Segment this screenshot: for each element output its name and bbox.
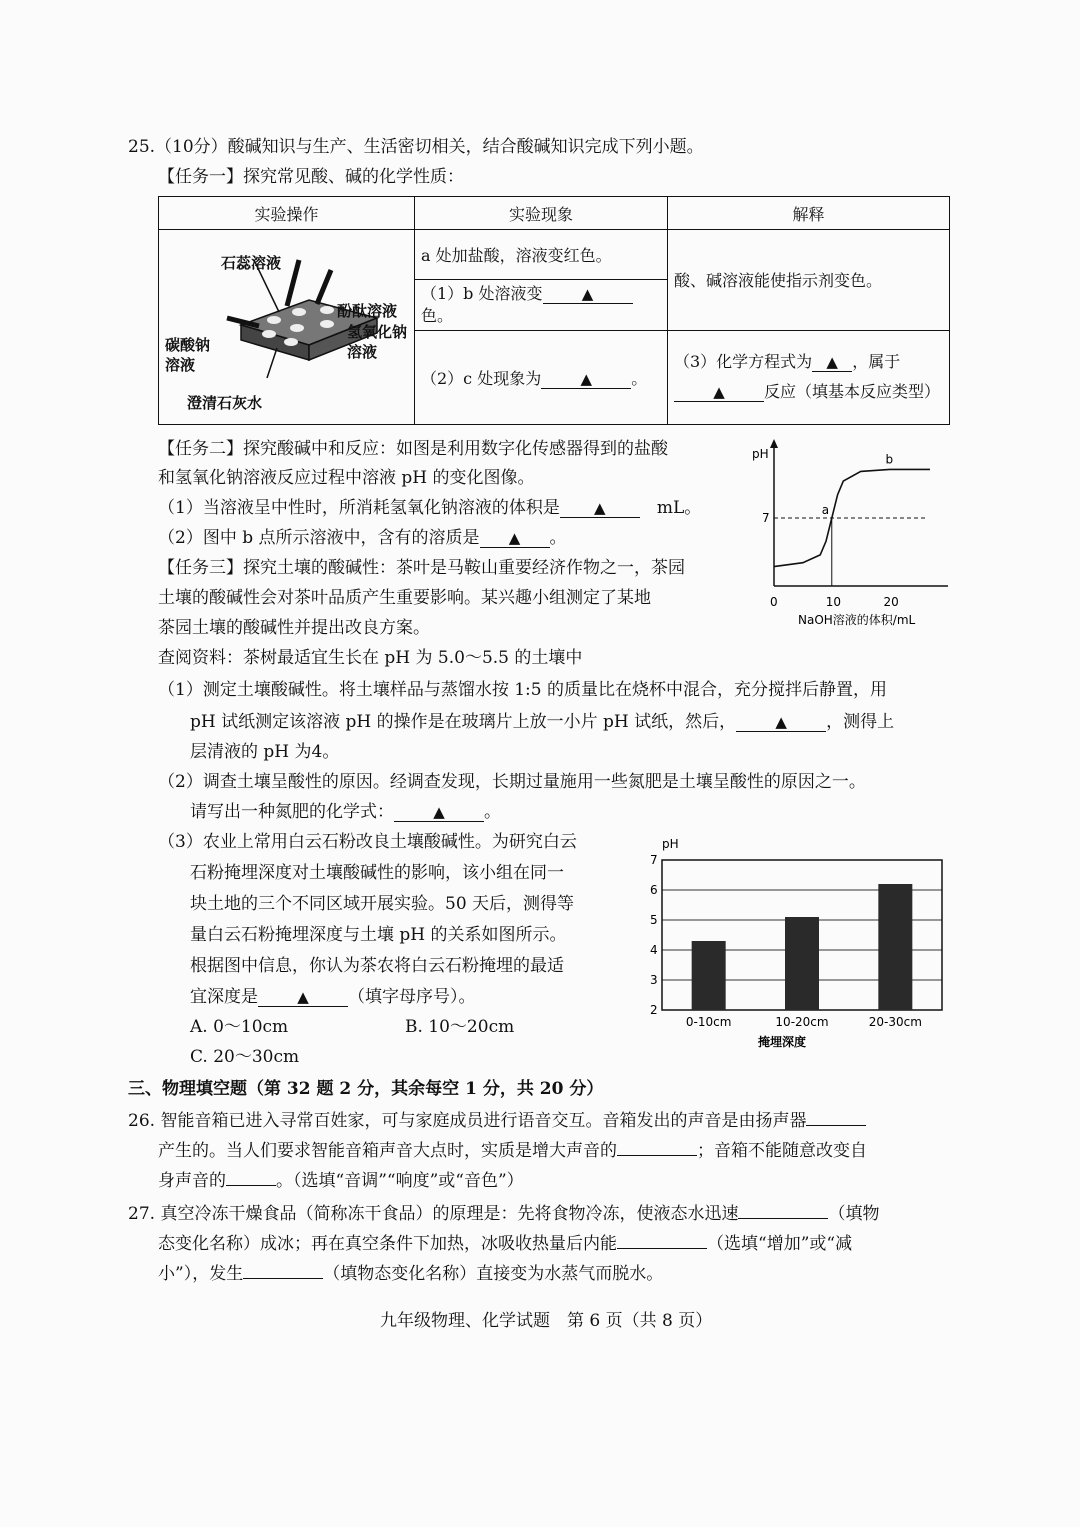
task2-q1: （1）当溶液呈中性时，所消耗氢氧化钠溶液的体积是 ▲ mL。 xyxy=(158,498,702,518)
ph-xtick-10: 10 xyxy=(825,595,842,609)
task3-s1-line2: pH 试纸测定该溶液 pH 的操作是在玻璃片上放一小片 pH 试纸，然后， ▲ ，测得上 xyxy=(190,712,895,732)
blank-q26-source[interactable] xyxy=(806,1125,866,1126)
option-a: A. 0～10cm xyxy=(190,1017,289,1037)
ytick-label: 2 xyxy=(650,1003,658,1017)
label-phenolphthalein: 酚酞溶液 xyxy=(337,302,398,320)
category-label: 0-10cm xyxy=(685,1015,732,1029)
blank-nitrogen-fertilizer[interactable]: ▲ xyxy=(394,803,484,822)
task2-line2: 和氢氧化钠溶液反应过程中溶液 pH 的变化图像。 xyxy=(158,468,535,488)
blank-equation[interactable]: ▲ xyxy=(812,353,852,372)
ytick-label: 5 xyxy=(650,913,658,927)
page-footer: 九年级物理、化学试题 第 6 页（共 8 页） xyxy=(380,1311,713,1331)
q25-intro: 25.（10分）酸碱知识与生产、生活密切相关，结合酸碱知识完成下列小题。 xyxy=(128,137,704,157)
table-header-phenomenon: 实验现象 xyxy=(415,197,668,230)
task3-line3: 茶园土壤的酸碱性并提出改良方案。 xyxy=(158,618,430,638)
depth-ph-bar-chart xyxy=(640,832,950,1057)
bar-20-30cm xyxy=(878,884,912,1010)
task1-title: 【任务一】探究常见酸、碱的化学性质： xyxy=(158,167,464,187)
task3-s1-line3: 层清液的 pH 为4。 xyxy=(190,742,340,762)
ph-xtick-20: 20 xyxy=(883,595,899,609)
ph-y-label: pH xyxy=(752,447,769,461)
q27-line2: 态变化名称）成冰；再在真空条件下加热，冰吸收热量后内能 （选填“增加”或“减 xyxy=(158,1234,853,1254)
ytick-label: 3 xyxy=(650,973,658,987)
ph-x-label: NaOH溶液的体积/mL xyxy=(798,613,916,627)
blank-neutral-volume[interactable]: ▲ xyxy=(560,499,640,518)
phenomenon-c: （2）c 处现象为 ▲ 。 xyxy=(415,330,668,424)
task3-line2: 土壤的酸碱性会对茶叶品质产生重要影响。某兴趣小组测定了某地 xyxy=(158,588,651,608)
q27-line1: 27. 真空冷冻干燥食品（简称冻干食品）的原理是：先将食物冷冻，使液态水迅速 （填物 xyxy=(128,1204,880,1224)
blank-solute-b[interactable]: ▲ xyxy=(480,529,550,548)
task3-s3-line4: 量白云石粉掩埋深度与土壤 pH 的关系如图所示。 xyxy=(190,925,567,945)
task3-s1-line1: （1）测定土壤酸碱性。将土壤样品与蒸馏水按 1:5 的质量比在烧杯中混合，充分搅拌后静置，用 xyxy=(158,680,887,700)
blank-c-phenomenon[interactable]: ▲ xyxy=(541,370,631,389)
ytick-label: 6 xyxy=(650,883,658,897)
ytick-label: 4 xyxy=(650,943,658,957)
task3-s3-line6: 宜深度是 ▲ （填字母序号）。 xyxy=(190,987,476,1007)
bar-0-10cm xyxy=(692,941,726,1010)
task3-line1: 【任务三】探究土壤的酸碱性：茶叶是马鞍山重要经济作物之一，茶园 xyxy=(158,558,685,578)
blank-best-depth[interactable]: ▲ xyxy=(258,988,348,1007)
ph-xtick-0: 0 xyxy=(770,595,778,609)
ytick-label: 7 xyxy=(650,853,658,867)
q26-line1: 26. 智能音箱已进入寻常百姓家，可与家庭成员进行语音交互。音箱发出的声音是由扬声器 xyxy=(128,1110,866,1132)
option-b: B. 10～20cm xyxy=(405,1017,515,1037)
blank-reaction-type[interactable]: ▲ xyxy=(674,383,764,402)
task3-s2-line1: （2）调查土壤呈酸性的原因。经调查发现，长期过量施用一些氮肥是土壤呈酸性的原因之一。 xyxy=(158,772,866,792)
bar-chart-bars xyxy=(692,884,913,1010)
label-naoh: 氢氧化钠 溶液 xyxy=(347,323,408,361)
blank-q26-property[interactable] xyxy=(617,1155,697,1156)
task2-q2: （2）图中 b 点所示溶液中，含有的溶质是 ▲ 。 xyxy=(158,528,567,548)
experiment-table xyxy=(158,196,950,425)
label-litmus: 石蕊溶液 xyxy=(221,254,282,272)
bar-x-label: 掩埋深度 xyxy=(758,1035,807,1049)
label-na2co3: 碳酸钠 溶液 xyxy=(165,336,211,374)
blank-q27-freeze[interactable] xyxy=(738,1218,828,1219)
task3-info: 查阅资料：茶树最适宜生长在 pH 为 5.0～5.5 的土壤中 xyxy=(158,648,583,668)
phenomenon-b-suffix: 色。 xyxy=(421,305,454,325)
q27-line3: 小”），发生 （填物态变化名称）直接变为水蒸气而脱水。 xyxy=(158,1264,664,1284)
phenomenon-b xyxy=(415,280,668,330)
ph-point-a: a xyxy=(821,503,830,517)
task3-s3-line3: 块土地的三个不同区域开展实验。50 天后，测得等 xyxy=(190,894,575,914)
ph-point-b: b xyxy=(885,452,894,467)
phenomenon-a: a 处加盐酸，溶液变红色。 xyxy=(415,230,668,280)
blank-q27-internal-energy[interactable] xyxy=(617,1248,707,1249)
spot-plate-diagram-cell xyxy=(159,230,415,425)
label-limewater: 澄清石灰水 xyxy=(187,394,263,412)
bar-10-20cm xyxy=(785,917,819,1010)
blank-q27-sublimation[interactable] xyxy=(243,1278,323,1279)
bar-y-label: pH xyxy=(662,837,679,851)
ph-y-arrow xyxy=(770,439,778,448)
task2-line1: 【任务二】探究酸碱中和反应：如图是利用数字化传感器得到的盐酸 xyxy=(158,439,668,459)
option-c: C. 20～30cm xyxy=(190,1047,300,1067)
table-header-explanation: 解释 xyxy=(668,197,950,230)
blank-ph-operation[interactable]: ▲ xyxy=(736,713,826,732)
ph-tick-7: 7 xyxy=(762,511,770,525)
bar-chart-yticks xyxy=(650,853,658,1017)
task3-s2-line2: 请写出一种氮肥的化学式： ▲ 。 xyxy=(190,802,501,822)
task3-s3-line1: （3）农业上常用白云石粉改良土壤酸碱性。为研究白云 xyxy=(158,832,577,852)
blank-q26-timbre[interactable] xyxy=(226,1185,276,1186)
table-header-operation: 实验操作 xyxy=(159,197,415,230)
bar-chart-categories xyxy=(686,1015,922,1029)
explanation-equation: （3）化学方程式为 ▲ ，属于▲ 反应（填基本反应类型） xyxy=(668,330,950,424)
blank-b-color[interactable]: ▲ xyxy=(543,285,633,304)
task3-s3-line5: 根据图中信息，你认为茶农将白云石粉掩埋的最适 xyxy=(190,956,564,976)
q26-line2: 产生的。当人们要求智能音箱声音大点时，实质是增大声音的 ；音箱不能随意改变自 xyxy=(158,1141,867,1161)
section3-title: 三、物理填空题（第 32 题 2 分，其余每空 1 分，共 20 分） xyxy=(128,1079,604,1099)
phenomenon-b-text: （1）b 处溶液变 xyxy=(421,283,543,303)
category-label: 20-30cm xyxy=(868,1015,922,1029)
q26-line3: 身声音的 。（选填“音调”“响度”或“音色”） xyxy=(158,1171,524,1191)
ph-titration-chart xyxy=(740,436,960,636)
category-label: 10-20cm xyxy=(775,1015,829,1029)
task3-s3-line2: 石粉掩埋深度对土壤酸碱性的影响，该小组在同一 xyxy=(190,863,564,883)
explanation-indicator: 酸、碱溶液能使指示剂变色。 xyxy=(668,230,950,331)
